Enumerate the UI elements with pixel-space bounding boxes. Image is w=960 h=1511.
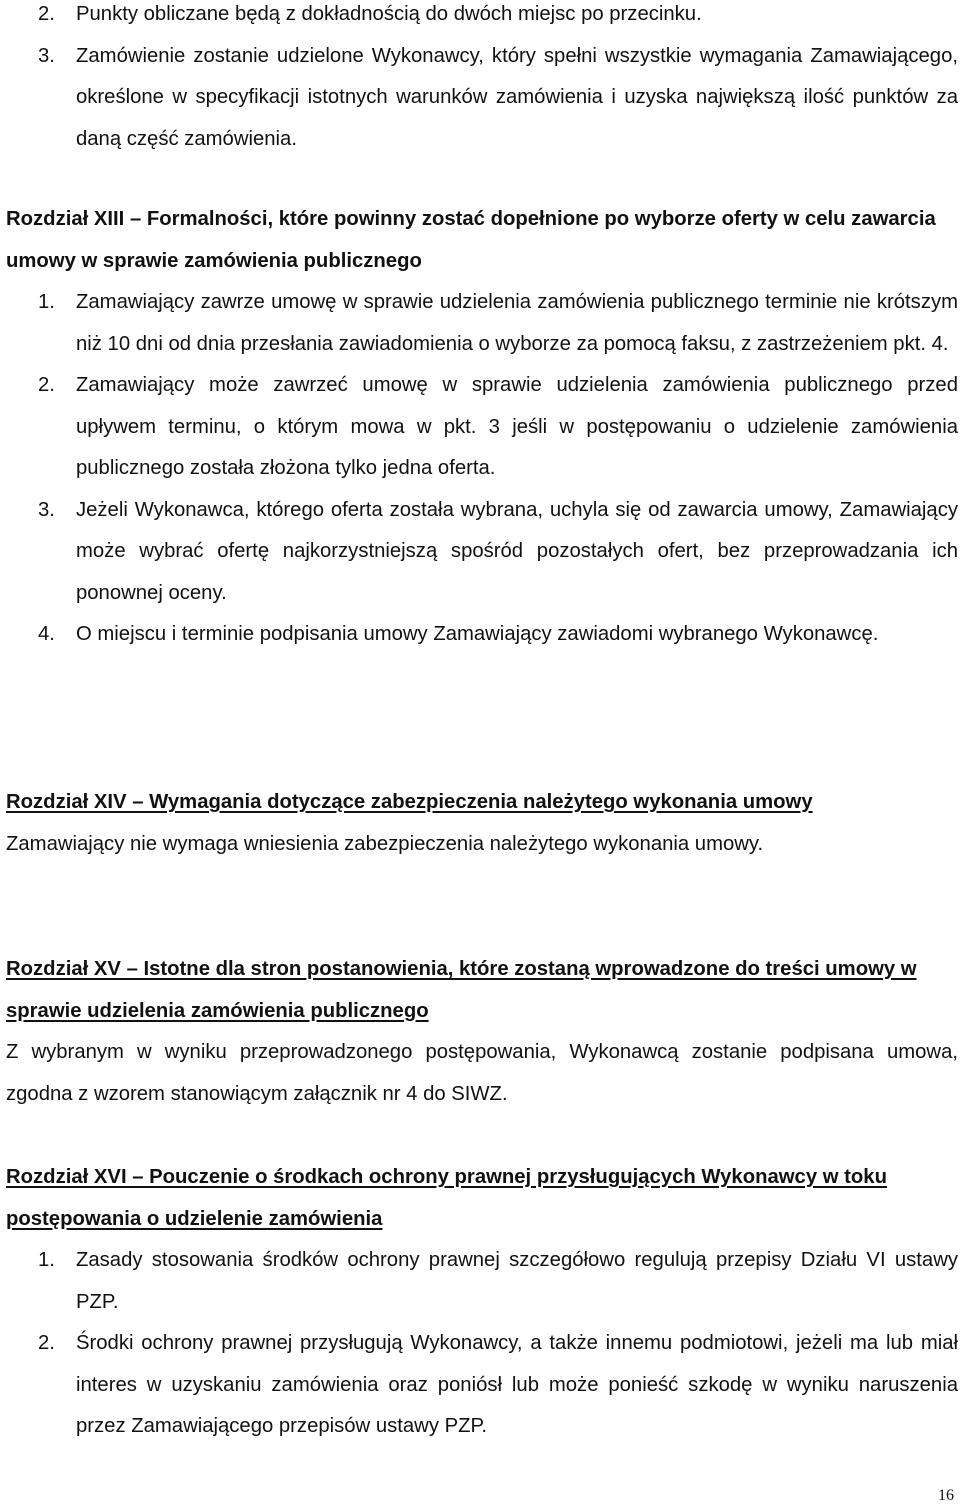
list-item	[6, 0, 958, 36]
list-item-number: 2.	[38, 1332, 55, 1354]
section-heading: Rozdział XVI – Pouczenie o środkach ochrony prawnej przysługujących Wykonawcy w toku postępowania o udzielenie zamówienia	[6, 1166, 887, 1230]
list-item	[6, 490, 958, 615]
list-item-text: Środki ochrony prawnej przysługują Wykonawcy, a także innemu podmiotowi, jeżeli ma lub miał interes w uzyskaniu zamówienia oraz poniósł lub może ponieść szkodę w wyniku naruszenia przez Zamawiającego przepisów ustawy PZP.	[76, 1332, 958, 1437]
section-heading: Rozdział XV – Istotne dla stron postanowienia, które zostaną wprowadzone do treści umowy w sprawie udzielenia zamówienia publicznego	[6, 958, 917, 1022]
list-item-text: Zamówienie zostanie udzielone Wykonawcy, który spełni wszystkie wymagania Zamawiającego, określone w specyfikacji istotnych warunków zamówienia i uzyska największą ilość punktów za daną część zamówienia.	[76, 44, 958, 150]
list-item-number: 3.	[38, 44, 55, 67]
section-heading: Rozdział XIII – Formalności, które powinny zostać dopełnione po wyborze oferty w celu zawarcia umowy w sprawie zamówienia publicznego	[6, 208, 936, 272]
page-number: 16	[938, 1487, 954, 1504]
list-item	[6, 365, 958, 490]
list-item-text: Zasady stosowania środków ochrony prawnej szczegółowo regulują przepisy Działu VI ustawy PZP.	[76, 1249, 958, 1313]
section-heading: Rozdział XIV – Wymagania dotyczące zabezpieczenia należytego wykonania umowy	[6, 791, 813, 813]
list-item-text: Jeżeli Wykonawca, którego oferta została wybrana, uchyla się od zawarcia umowy, Zamawiający może wybrać ofertę najkorzystniejszą spośród pozostałych ofert, bez przeprowadzania ich ponownej oceny.	[76, 498, 958, 604]
section-text: Z wybranym w wyniku przeprowadzonego postępowania, Wykonawcą zostanie podpisana umowa, zgodna z wzorem stanowiącym załącznik nr 4 do SIWZ.	[6, 1041, 958, 1105]
list-item	[6, 1240, 958, 1323]
list-item	[6, 614, 958, 656]
list-item	[6, 36, 958, 161]
list-item-text: Zamawiający może zawrzeć umowę w sprawie udzielenia zamówienia publicznego przed upływem terminu, o którym mowa w pkt. 3 jeśli w postępowaniu o udzielenie zamówienia publicznego została złożona tylko jedna oferta.	[76, 374, 958, 479]
section-16	[6, 1157, 958, 1448]
list-item-number: 3.	[38, 498, 55, 521]
list-item-number: 1.	[38, 291, 55, 313]
list-item-text: Zamawiający zawrze umowę w sprawie udzielenia zamówienia publicznego terminie nie krótszym niż 10 dni od dnia przesłania zawiadomienia o wyborze za pomocą faksu, z zastrzeżeniem pkt. 4.	[76, 291, 958, 355]
list-item-number: 2.	[38, 3, 55, 25]
list-item-text: O miejscu i terminie podpisania umowy Zamawiający zawiadomi wybranego Wykonawcę.	[76, 623, 879, 645]
section-text: Zamawiający nie wymaga wniesienia zabezpieczenia należytego wykonania umowy.	[6, 832, 764, 855]
section-15	[6, 949, 958, 1115]
section-13	[6, 199, 958, 656]
list-item-number: 4.	[38, 623, 55, 645]
list-item	[6, 1323, 958, 1448]
top-list	[6, 0, 958, 160]
list-item-number: 1.	[38, 1249, 55, 1271]
list-item-text: Punkty obliczane będą z dokładnością do dwóch miejsc po przecinku.	[76, 3, 702, 25]
section-14	[6, 782, 958, 865]
list-item	[6, 282, 958, 365]
list-item-number: 2.	[38, 374, 55, 396]
